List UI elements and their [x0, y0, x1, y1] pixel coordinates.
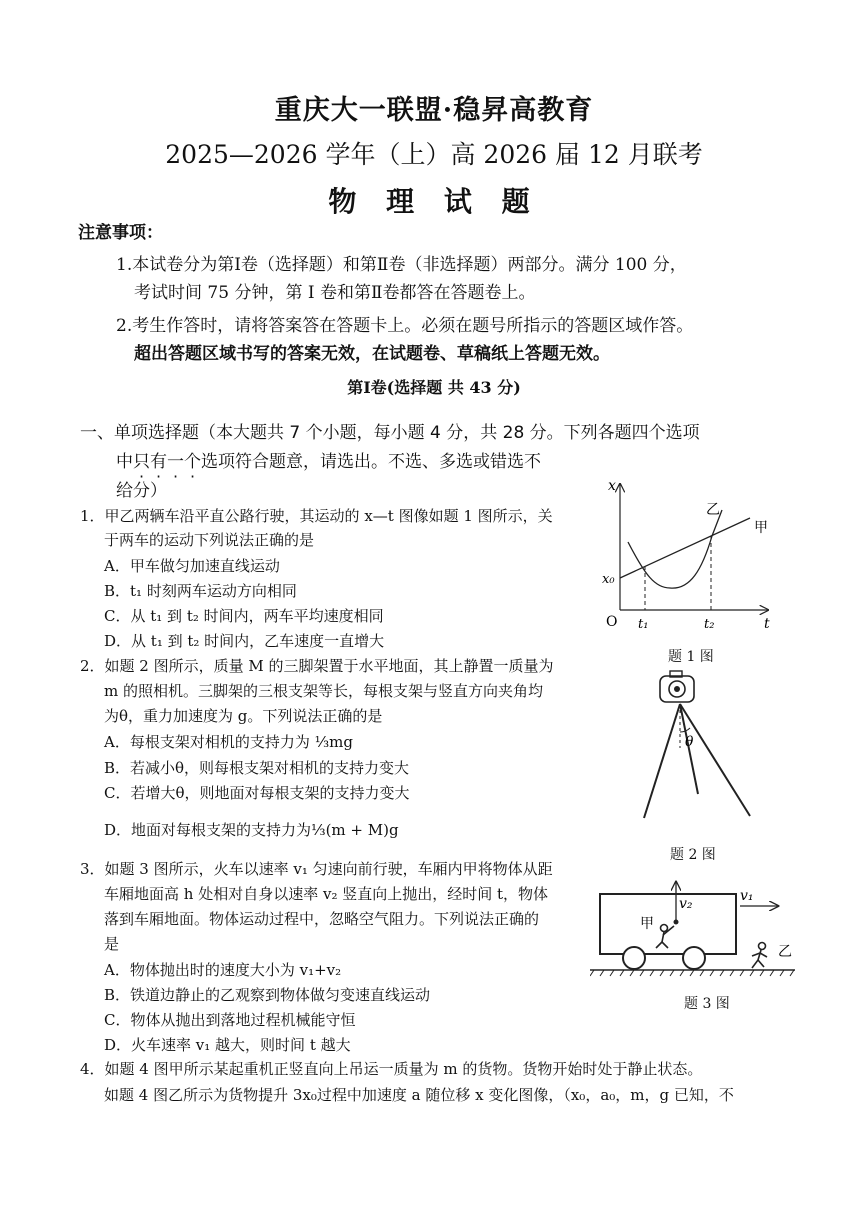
q2-stem-a: 2．如题 2 图所示，质量 M 的三脚架置于水平地面，其上静置一质量为 — [80, 657, 554, 675]
curve-yi — [628, 510, 722, 588]
notice-item2-a: 2.考生作答时，请将答案答在答题卡上。必须在题号所指示的答题区域作答。 — [116, 316, 694, 336]
wheel-left — [623, 947, 645, 969]
x0-label: x₀ — [602, 572, 615, 587]
t2-label: t₂ — [704, 617, 715, 632]
q2-stem-c: 为θ，重力加速度为 g。下列说法正确的是 — [104, 707, 383, 725]
jia-label: 甲 — [754, 520, 768, 536]
q1-option-b: B．t₁ 时刻两车运动方向相同 — [104, 582, 297, 600]
header-line2: 2025—2026 学年（上）高 2026 届 12 月联考 — [165, 140, 703, 169]
q2-option-b: B．若减小θ，则每根支架对相机的支持力变大 — [104, 759, 410, 777]
jia-label: 甲 — [640, 916, 654, 932]
q1-stem-b: 于两车的运动下列说法正确的是 — [104, 531, 315, 549]
notice-item1-b: 考试时间 75 分钟，第 I 卷和第Ⅱ卷都答在答题卷上。 — [134, 283, 536, 303]
q2-option-d: D．地面对每根支架的支持力为⅓(m + M)g — [104, 821, 399, 839]
x-axis-label: x — [608, 478, 616, 494]
person-jia-icon — [656, 925, 674, 949]
camera-icon — [660, 671, 694, 702]
q2-figure — [630, 668, 760, 828]
fig2-caption: 题 2 图 — [670, 847, 716, 863]
part1-line1: 一、单项选择题（本大题共 7 个小题，每小题 4 分，共 28 分。下列各题四个选项 — [80, 423, 700, 443]
q1-figure — [590, 470, 790, 670]
yi-label: 乙 — [778, 944, 792, 960]
t1-label: t₁ — [638, 617, 649, 632]
q1-option-c: C．从 t₁ 到 t₂ 时间内，两车平均速度相同 — [104, 607, 384, 625]
q2-option-a: A．每根支架对相机的支持力为 ⅓mg — [104, 733, 353, 751]
q3-figure — [590, 872, 800, 984]
part1-line3: 给分） — [116, 481, 167, 501]
tripod-leg-left — [644, 704, 680, 818]
thrown-object — [674, 920, 679, 925]
q3-stem-a: 3．如题 3 图所示，火车以速率 v₁ 匀速向前行驶，车厢内甲将物体从距 — [80, 860, 553, 878]
q4-stem-a: 4．如题 4 图甲所示某起重机正竖直向上吊运一质量为 m 的货物。货物开始时处于静止状态。 — [80, 1060, 703, 1078]
q1-stem-a: 1．甲乙两辆车沿平直公路行驶，其运动的 x—t 图像如题 1 图所示，关 — [80, 507, 553, 525]
theta-label: θ — [685, 734, 694, 750]
origin-label: O — [606, 614, 618, 630]
line-jia — [620, 518, 750, 578]
person-yi-icon — [752, 943, 767, 969]
q3-option-d: D．火车速率 v₁ 越大，则时间 t 越大 — [104, 1036, 351, 1054]
ground-hatch — [590, 970, 794, 976]
fig3-caption: 题 3 图 — [684, 996, 730, 1012]
q3-stem-c: 落到车厢地面。物体运动过程中，忽略空气阻力。下列说法正确的 — [104, 910, 540, 928]
header-line1: 重庆大一联盟·稳昇高教育 — [274, 95, 594, 126]
notice-item1-a: 1.本试卷分为第Ⅰ卷（选择题）和第Ⅱ卷（非选择题）两部分。满分 100 分， — [116, 255, 687, 275]
section-title: 第Ⅰ卷(选择题 共 43 分) — [347, 378, 521, 397]
q3-option-c: C．物体从抛出到落地过程机械能守恒 — [104, 1011, 356, 1029]
notice-item2-b: 超出答题区域书写的答案无效，在试题卷、草稿纸上答题无效。 — [134, 344, 610, 364]
q4-stem-b: 如题 4 图乙所示为货物提升 3x₀过程中加速度 a 随位移 x 变化图像，（x₀，a₀，m，g 已知，不 — [104, 1086, 734, 1104]
q3-stem-b: 车厢地面高 h 处相对自身以速率 v₂ 竖直向上抛出，经时间 t，物体 — [104, 885, 549, 903]
train-car — [600, 894, 736, 954]
q3-option-b: B．铁道边静止的乙观察到物体做匀变速直线运动 — [104, 986, 431, 1004]
v2-label: v₂ — [679, 896, 693, 912]
v1-label: v₁ — [740, 888, 754, 904]
q3-stem-d: 是 — [104, 935, 120, 953]
t-axis-label: t — [764, 616, 770, 632]
page-title: 物 理 试 题 — [328, 185, 540, 218]
q3-option-a: A．物体抛出时的速度大小为 v₁+v₂ — [104, 961, 342, 979]
q1-option-d: D．从 t₁ 到 t₂ 时间内，乙车速度一直增大 — [104, 632, 385, 650]
notice-heading: 注意事项： — [78, 223, 163, 243]
q2-stem-b: m 的照相机。三脚架的三根支架等长，每根支架与竖直方向夹角均 — [104, 682, 543, 700]
part1-line2: 中只有一个选项符合题意，请选出。不选、多选或错选不 — [116, 452, 541, 472]
wheel-right — [683, 947, 705, 969]
fig1-caption: 题 1 图 — [668, 649, 714, 665]
yi-label: 乙 — [706, 502, 720, 518]
q1-option-a: A．甲车做匀加速直线运动 — [104, 557, 280, 575]
q2-option-c: C．若增大θ，则地面对每根支架的支持力变大 — [104, 784, 410, 802]
